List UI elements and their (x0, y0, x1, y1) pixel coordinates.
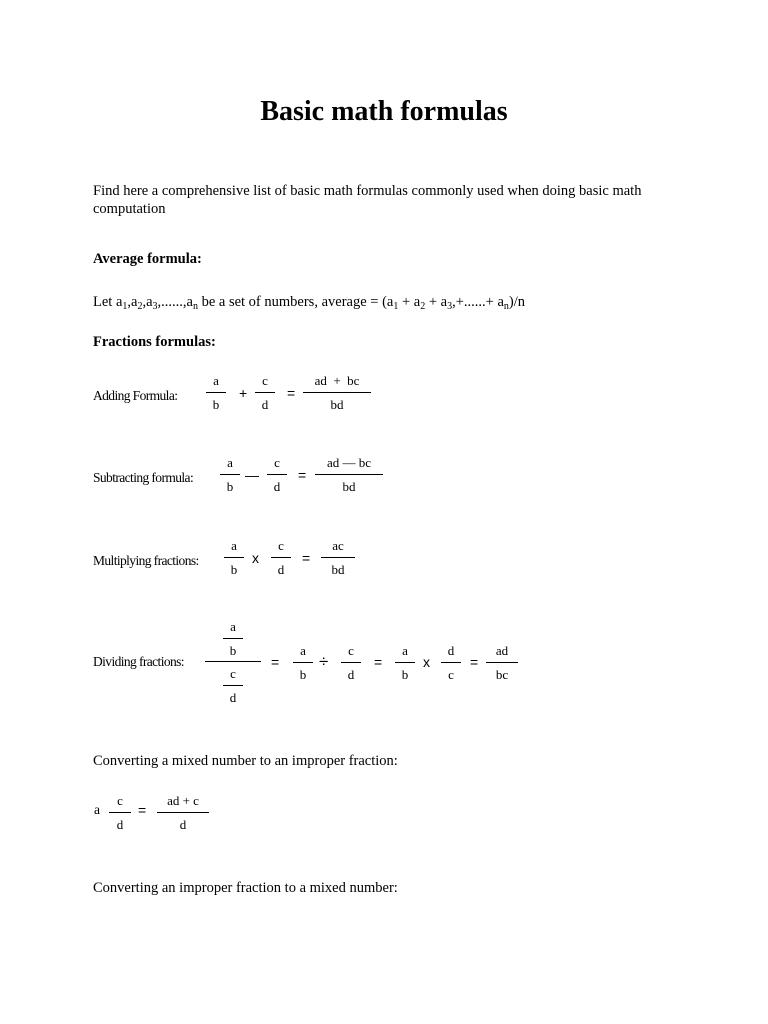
fraction: c d (271, 535, 291, 580)
fraction: a b (293, 640, 313, 685)
dividing-formula (93, 616, 533, 712)
fraction: a b (224, 535, 244, 580)
mixed-to-improper-heading: Converting a mixed number to an improper fraction: (93, 753, 398, 769)
result-fraction: ad + c d (157, 790, 209, 835)
result-fraction: ad + bc bd (303, 370, 371, 415)
improper-to-mixed-heading: Converting an improper fraction to a mixed number: (93, 880, 398, 896)
fraction: d c (441, 640, 461, 685)
times-operator: x (252, 550, 259, 566)
fraction: a b (206, 370, 226, 415)
equals-operator: = (470, 654, 479, 670)
equals-operator: = (271, 654, 280, 670)
subtracting-formula-label: Subtracting formula: (93, 470, 194, 485)
subtracting-formula (93, 452, 393, 502)
plus-operator: + (239, 385, 248, 401)
equals-operator: = (374, 654, 383, 670)
result-fraction: ad — bc bd (315, 452, 383, 497)
fraction: c d (267, 452, 287, 497)
result-fraction: ac bd (321, 535, 355, 580)
dividing-formula-label: Dividing fractions: (93, 654, 184, 669)
equals-operator: = (138, 802, 147, 818)
average-heading: Average formula: (93, 251, 202, 267)
fraction: c d (223, 663, 243, 708)
whole-number: a (94, 802, 100, 817)
fraction: c d (341, 640, 361, 685)
fraction: a b (220, 452, 240, 497)
result-fraction: ad bc (486, 640, 518, 685)
fraction: a b (223, 616, 243, 661)
times-operator: x (423, 654, 430, 670)
multiplying-formula-label: Multiplying fractions: (93, 553, 199, 568)
adding-formula (93, 370, 393, 420)
fraction: a b (395, 640, 415, 685)
minus-operator: — (245, 467, 259, 483)
page-title: Basic math formulas (260, 96, 508, 127)
multiplying-formula (93, 535, 393, 585)
fraction: c d (255, 370, 275, 415)
mixed-to-improper-formula (93, 790, 293, 840)
intro-paragraph: Find here a comprehensive list of basic math formulas commonly used when doing basic math computation (93, 183, 642, 217)
equals-operator: = (287, 385, 296, 401)
adding-formula-label: Adding Formula: (93, 388, 178, 403)
fraction: c d (109, 790, 131, 835)
equals-operator: = (298, 467, 307, 483)
average-formula-text: Let $a_1,a_2,a_3,......,a_n$ be a set of numbers, average = $(a_1 + a_2 + a_3,+......+ a_n)/n$ (93, 294, 525, 312)
complex-fraction (205, 616, 261, 708)
fractions-heading: Fractions formulas: (93, 334, 216, 350)
divide-operator: ÷ (319, 652, 329, 671)
main-fraction-bar (205, 661, 261, 662)
equals-operator: = (302, 550, 311, 566)
